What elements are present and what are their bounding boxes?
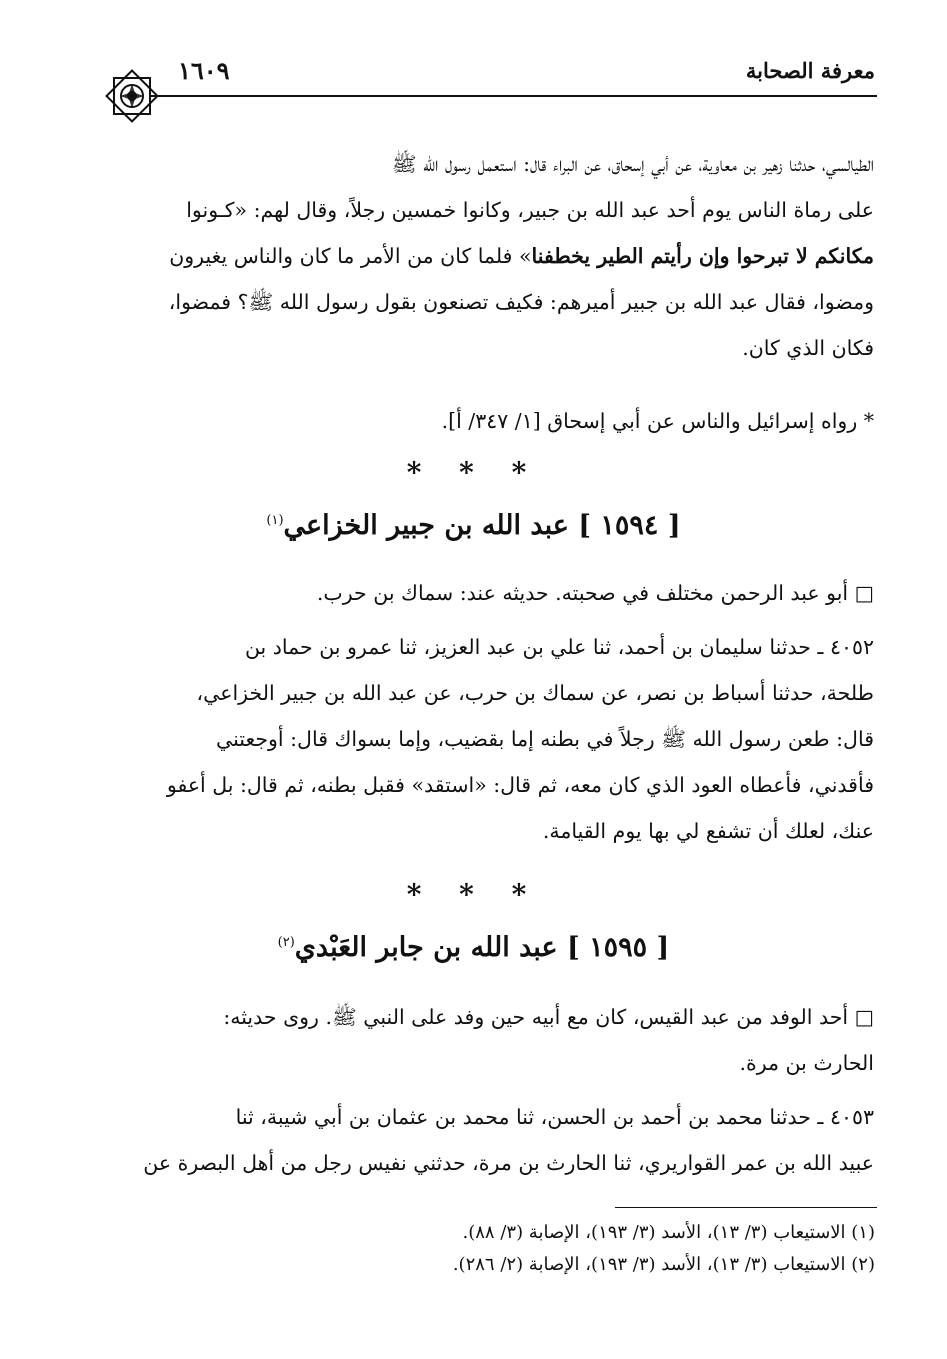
footnote: (٢) الاستيعاب (٣/ ١٣)، الأسد (٣/ ١٩٣)، الإصابة (٢/ ٢٨٦). bbox=[452, 1254, 875, 1275]
text-line: ومضوا، فقال عبد الله بن جبير أميرهم: فكيف تصنعون بقول رسول الله ﷺ؟ فمضوا، bbox=[168, 290, 874, 314]
text-line: الحارث بن مرة. bbox=[739, 1051, 874, 1075]
text-line-rest: » فلما كان من الأمر ما كان والناس يغيرون bbox=[169, 244, 532, 268]
entry-heading-1595 bbox=[0, 932, 947, 963]
text-line: فكان الذي كان. bbox=[742, 336, 874, 360]
running-title: معرفة الصحابة bbox=[745, 58, 875, 83]
hadith-4052 bbox=[108, 624, 874, 854]
text-line: على رماة الناس يوم أحد عبد الله بن جبير، وكانوا خمسين رجلاً، وقال لهم: «كـونوا bbox=[186, 198, 874, 222]
section-separator: * * * bbox=[406, 878, 541, 911]
section-separator: * * * bbox=[406, 456, 541, 489]
riwaya-note: * رواه إسرائيل والناس عن أبي إسحاق [١/ ٣٤٧/ أ]. bbox=[441, 409, 874, 433]
footnote-marker: (٢) bbox=[277, 935, 295, 950]
hadith-4053 bbox=[108, 1094, 874, 1186]
entry-heading-1594 bbox=[0, 510, 947, 541]
footnote-rule bbox=[615, 1207, 877, 1208]
text-line: فأقدني، فأعطاه العود الذي كان معه، ثم قال: «استقد» فقبل بطنه، ثم قال: بل أعفو bbox=[166, 773, 874, 797]
text-line: الطيالسي، حدثنا زهير بن معاوية، عن أبي إسحاق، عن البراء قال: استعمل رسول الله ﷺ bbox=[391, 152, 874, 176]
bold-quote: مكانكم لا تبرحوا وإن رأيتم الطير يخطفنا bbox=[531, 244, 874, 268]
entry-title: [ ١٥٩٤ ] عبد الله بن جبير الخزاعي bbox=[283, 510, 681, 541]
text-line: قال: طعن رسول الله ﷺ رجلاً في بطنه إما بقضيب، وإما بسواك قال: أوجعتني bbox=[216, 727, 874, 751]
text-line: طلحة، حدثنا أسباط بن نصر، عن سماك بن حرب، عن عبد الله بن جبير الخزاعي، bbox=[196, 681, 874, 705]
footnote: (١) الاستيعاب (٣/ ١٣)، الأسد (٣/ ١٩٣)، الإصابة (٣/ ٨٨). bbox=[462, 1222, 875, 1243]
entry-title: [ ١٥٩٥ ] عبد الله بن جابر العَبْدي bbox=[294, 932, 670, 963]
footnote-marker: (١) bbox=[266, 513, 284, 528]
header-rule bbox=[150, 95, 877, 97]
entry-intro: □ أبو عبد الرحمن مختلف في صحبته. حديثه عند: سماك بن حرب. bbox=[316, 581, 874, 605]
text-line-with-bold bbox=[108, 233, 874, 279]
text-line: عبيد الله بن عمر القواريري، ثنا الحارث بن مرة، حدثني نفيس رجل من أهل البصرة عن bbox=[143, 1151, 874, 1175]
text-line: ٤٠٥٣ ـ حدثنا محمد بن أحمد بن الحسن، ثنا محمد بن عثمان بن أبي شيبة، ثنا bbox=[235, 1105, 874, 1129]
text-line: عنك، لعلك أن تشفع لي بها يوم القيامة. bbox=[542, 819, 874, 843]
paragraph-continuation bbox=[108, 141, 874, 371]
page-number: ١٦٠٩ bbox=[178, 56, 230, 85]
text-line: □ أحد الوفد من عبد القيس، كان مع أبيه حين وفد على النبي ﷺ. روى حديثه: bbox=[223, 1005, 874, 1029]
entry-intro bbox=[108, 994, 874, 1086]
text-line: ٤٠٥٢ ـ حدثنا سليمان بن أحمد، ثنا علي بن عبد العزيز، ثنا عمرو بن حماد بن bbox=[244, 635, 874, 659]
